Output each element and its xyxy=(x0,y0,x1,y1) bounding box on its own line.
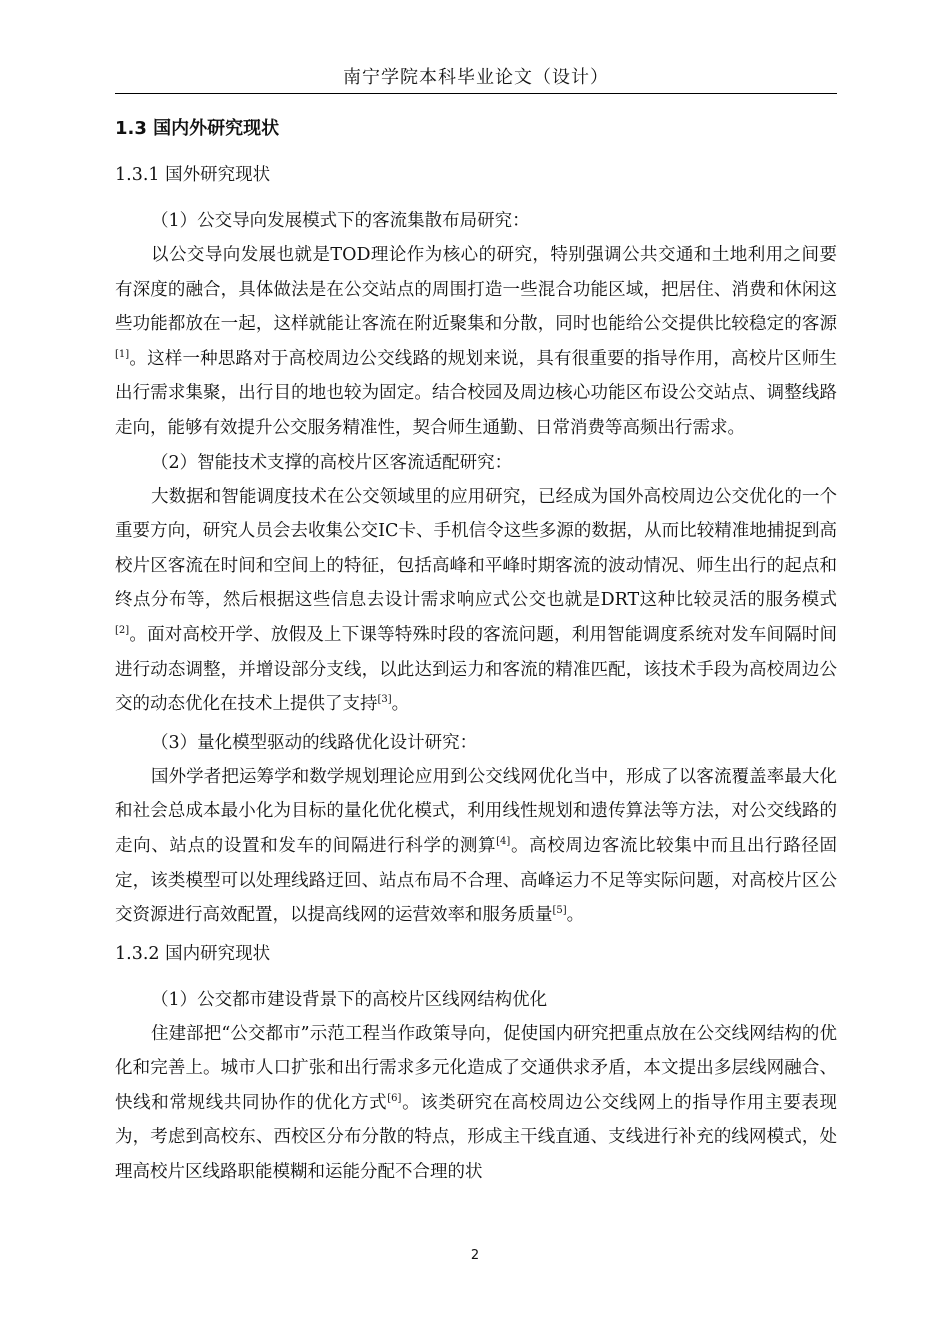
header-rule xyxy=(115,93,837,94)
item-title-2: （2）智能技术支撑的高校片区客流适配研究： xyxy=(151,452,513,473)
paragraph-text: 。高校周边客流比较集中而且出行路径固定，该类模型可以处理线路迂回、站点布局不合理、高峰运力不足等实际问题，对高校片区公交资源进行高效配置，以提高线网的运营效率和服务质量 xyxy=(115,835,838,926)
paragraph-text: 国外学者把运筹学和数学规划理论应用到公交线网优化当中，形成了以客流覆盖率最大化和社会总成本最小化为目标的量化优化模式，利用线性规划和遗传算法等方法，对公交线路的走向、站点的设置和发车的间隔进行科学的测算 xyxy=(115,766,837,856)
paragraph-text: 。该类研究在高校周边公交线网上的指导作用主要表现为，考虑到高校东、西校区分布分散的特点，形成主干线直通、支线进行补充的线网模式，处理高校片区线路职能模糊和运能分配不合理的状 xyxy=(115,1092,838,1183)
paragraph-transit-city xyxy=(115,1017,837,1190)
citation: [3] xyxy=(377,694,392,706)
paragraph-text: 。 xyxy=(566,905,585,926)
paragraph-text: 。 xyxy=(391,694,410,715)
subsection-heading-domestic: 1.3.2 国内研究现状 xyxy=(115,943,271,964)
citation: [4] xyxy=(496,836,511,848)
running-header: 南宁学院本科毕业论文（设计） xyxy=(343,67,609,88)
citation: [2] xyxy=(115,625,130,637)
subsection-heading-foreign: 1.3.1 国外研究现状 xyxy=(115,165,271,185)
page-number: 2 xyxy=(470,1248,480,1263)
citation: [1] xyxy=(115,348,130,360)
paragraph-text: 大数据和智能调度技术在公交领域里的应用研究，已经成为国外高校周边公交优化的一个重要方向，研究人员会去收集公交IC卡、手机信令这些多源的数据，从而比较精准地捕捉到高校片区客流在时间和空间上的特征，包括高峰和平峰时期客流的波动情况、师生出行的起点和终点分布等，然后根据这些信息去设计需求响应式公交也就是DRT这种比较灵活的服务模式 xyxy=(115,486,837,611)
paragraph-smart-tech xyxy=(115,480,837,722)
item-title-4: （1）公交都市建设背景下的高校片区线网结构优化 xyxy=(151,989,548,1010)
paragraph-quant-model xyxy=(115,760,837,933)
paragraph-text: 。面对高校开学、放假及上下课等特殊时段的客流问题，利用智能调度系统对发车间隔时间进行动态调整，并增设部分支线，以此达到运力和客流的精准匹配，该技术手段为高校周边公交的动态优化在技术上提供了支持 xyxy=(115,624,837,715)
paragraph-tod xyxy=(115,238,837,446)
citation: [5] xyxy=(552,905,567,917)
paragraph-text: 。这样一种思路对于高校周边公交线路的规划来说，具有很重要的指导作用，高校片区师生出行需求集聚，出行目的地也较为固定。结合校园及周边核心功能区布设公交站点、调整线路走向，能够有效提升公交服务精准性，契合师生通勤、日常消费等高频出行需求。 xyxy=(115,348,837,438)
section-heading: 1.3 国内外研究现状 xyxy=(115,118,280,139)
paragraph-text: 以公交导向发展也就是TOD理论作为核心的研究，特别强调公共交通和土地利用之间要有深度的融合，具体做法是在公交站点的周围打造一些混合功能区域，把居住、消费和休闲这些功能都放在一起，这样就能让客流在附近聚集和分散，同时也能给公交提供比较稳定的客源 xyxy=(115,245,837,335)
item-title-1: （1）公交导向发展模式下的客流集散布局研究： xyxy=(151,211,530,231)
item-title-3: （3）量化模型驱动的线路优化设计研究： xyxy=(151,732,478,753)
page-content xyxy=(115,112,837,1190)
citation: [6] xyxy=(387,1093,402,1105)
paragraph-text: 住建部把“公交都市”示范工程当作政策导向，促使国内研究把重点放在公交线网结构的优化和完善上。城市人口扩张和出行需求多元化造成了交通供求矛盾，本文提出多层线网融合、快线和常规线共同协作的优化方式 xyxy=(115,1023,837,1113)
